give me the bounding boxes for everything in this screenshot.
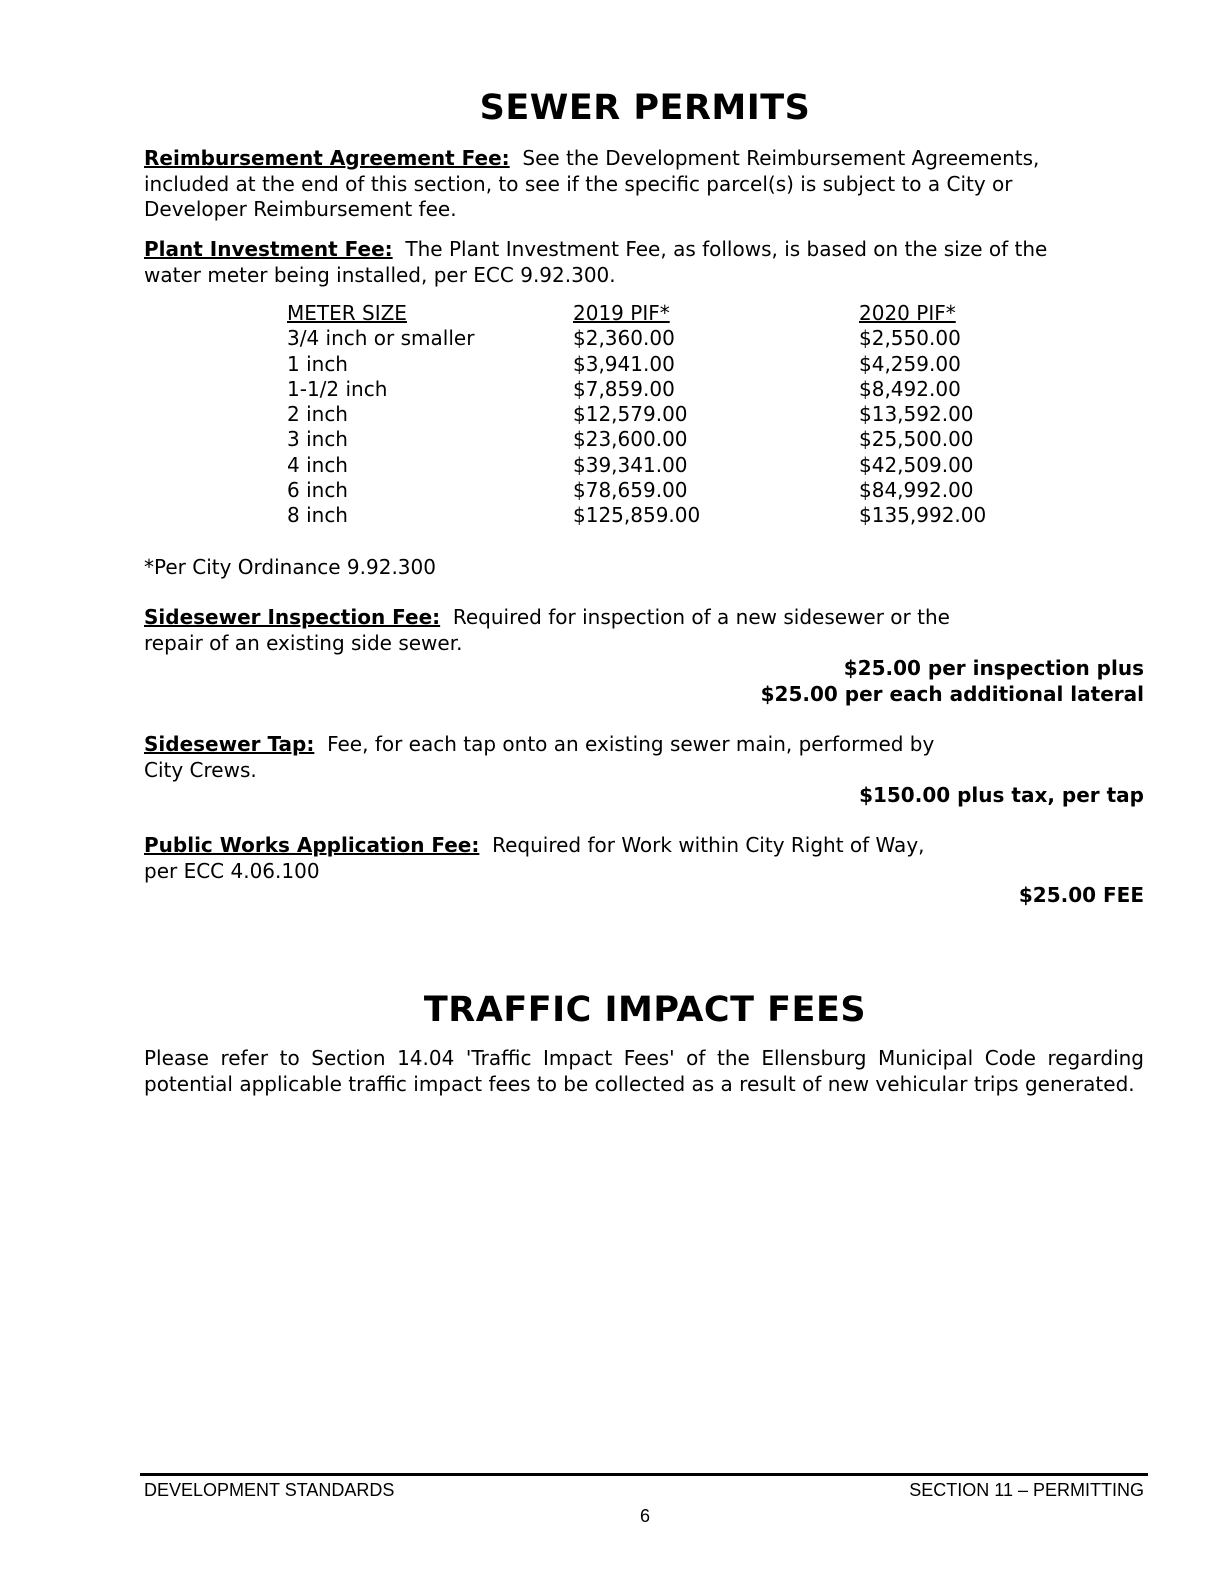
plant-investment-text-1: The Plant Investment Fee, as follows, is based on the size of the: [405, 237, 1048, 261]
sidesewer-tap-paragraph: [144, 732, 1144, 783]
pif-2019-column: [573, 301, 700, 529]
sewer-permits-title: SEWER PERMITS: [479, 88, 811, 128]
table-cell: $84,992.00: [859, 478, 974, 503]
table-cell: $4,259.00: [859, 351, 961, 376]
sidesewer-inspection-label: Sidesewer Inspection Fee:: [144, 605, 441, 629]
reimbursement-text-3: Developer Reimbursement fee.: [144, 197, 457, 221]
sidesewer-tap-text-1: Fee, for each tap onto an existing sewer main, performed by: [327, 732, 935, 756]
table-cell: $125,859.00: [573, 503, 701, 528]
table-cell: $8,492.00: [859, 376, 961, 401]
sidesewer-tap-label: Sidesewer Tap:: [144, 732, 315, 756]
inspection-fee-line-1: $25.00 per inspection plus: [843, 656, 1144, 680]
table-cell: 2 inch: [287, 402, 348, 427]
footer-left: DEVELOPMENT STANDARDS: [144, 1480, 395, 1500]
table-cell: 1 inch: [287, 351, 348, 376]
pif-2019-header: 2019 PIF*: [573, 301, 670, 325]
table-cell: $42,509.00: [859, 452, 974, 477]
table-cell: $12,579.00: [573, 402, 688, 427]
sidesewer-inspection-paragraph: [144, 605, 1144, 656]
table-cell: $39,341.00: [573, 452, 688, 477]
meter-size-column: [287, 301, 474, 529]
table-cell: $13,592.00: [859, 402, 974, 427]
table-cell: 4 inch: [287, 452, 348, 477]
reimbursement-text-2: included at the end of this section, to see if the specific parcel(s) is subject to a City or: [144, 171, 1013, 196]
traffic-impact-paragraph: Please refer to Section 14.04 'Traffic Impact Fees' of the Ellensburg Municipal Code regarding potential applicable traffic impact fees to be collected as a result of new vehicular trips generated.: [144, 1046, 1144, 1096]
plant-investment-label: Plant Investment Fee:: [144, 237, 393, 261]
table-cell: $2,550.00: [859, 326, 961, 351]
table-cell: 3/4 inch or smaller: [287, 326, 475, 351]
reimbursement-text-1: See the Development Reimbursement Agreements,: [522, 146, 1040, 170]
table-cell: 6 inch: [287, 478, 348, 503]
table-cell: $2,360.00: [573, 326, 675, 351]
table-cell: 1-1/2 inch: [287, 376, 388, 401]
table-cell: $23,600.00: [573, 427, 688, 452]
inspection-fee-line-2: $25.00 per each additional lateral: [760, 681, 1144, 706]
plant-investment-text-2: water meter being installed, per ECC 9.92.300.: [144, 262, 616, 287]
pif-2020-header: 2020 PIF*: [859, 301, 956, 325]
sidesewer-tap-text-2: City Crews.: [144, 757, 257, 782]
sidesewer-tap-fee: $150.00 plus tax, per tap: [859, 783, 1144, 807]
table-cell: $78,659.00: [573, 478, 688, 503]
sidesewer-inspection-text-2: repair of an existing side sewer.: [144, 630, 463, 655]
footer-right: SECTION 11 – PERMITTING: [909, 1480, 1144, 1500]
public-works-paragraph: [144, 833, 1144, 884]
sidesewer-inspection-fee: [761, 656, 1144, 707]
table-cell: $25,500.00: [859, 427, 974, 452]
reimbursement-label: Reimbursement Agreement Fee:: [144, 146, 510, 170]
sidesewer-inspection-text-1: Required for inspection of a new sidesewer or the: [452, 605, 950, 629]
ordinance-note: *Per City Ordinance 9.92.300: [144, 555, 436, 579]
table-cell: $135,992.00: [859, 503, 987, 528]
traffic-impact-title: TRAFFIC IMPACT FEES: [423, 990, 867, 1030]
pif-2020-column: [859, 301, 986, 529]
page-number: 6: [639, 1506, 650, 1526]
public-works-fee: $25.00 FEE: [1018, 883, 1144, 907]
table-cell: $7,859.00: [573, 376, 675, 401]
plant-investment-paragraph: [144, 237, 1144, 288]
public-works-text-2: per ECC 4.06.100: [144, 858, 320, 883]
meter-size-header: METER SIZE: [287, 301, 407, 325]
public-works-label: Public Works Application Fee:: [144, 833, 480, 857]
table-cell: $3,941.00: [573, 351, 675, 376]
public-works-text-1: Required for Work within City Right of Way,: [492, 833, 925, 857]
reimbursement-paragraph: [144, 146, 1144, 223]
table-cell: 3 inch: [287, 427, 348, 452]
table-cell: 8 inch: [287, 503, 348, 528]
footer-rule: [140, 1473, 1148, 1476]
